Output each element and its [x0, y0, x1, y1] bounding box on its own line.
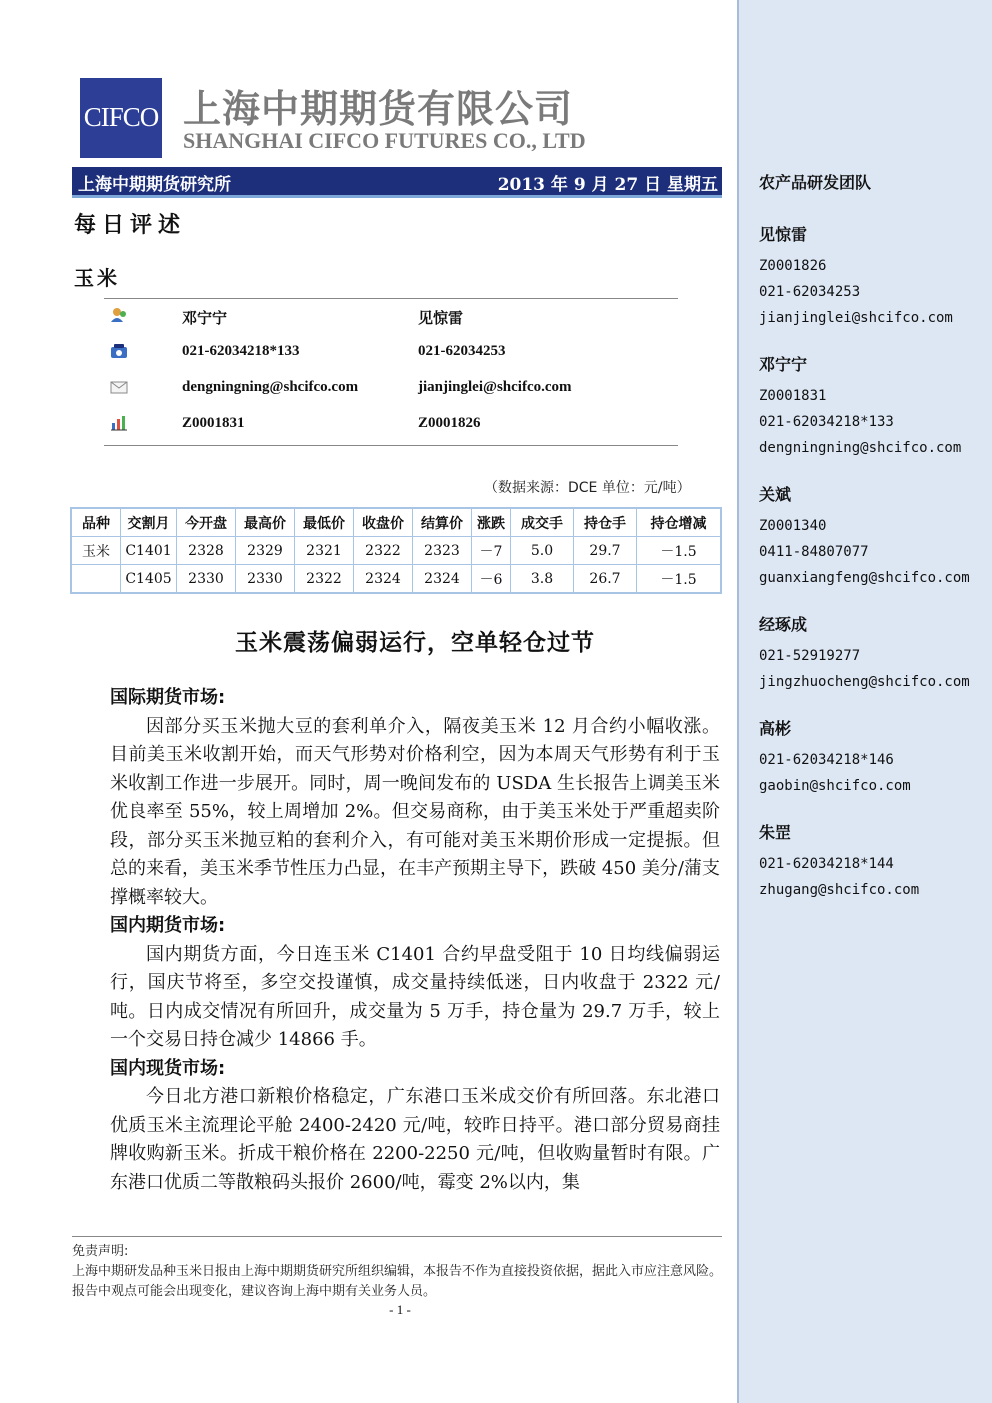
- analyst-name: 邓宁宁: [759, 355, 808, 374]
- analyst-email[interactable]: jianjinglei@shcifco.com: [759, 310, 953, 326]
- analyst-phone: 021-62034218*146: [759, 752, 894, 768]
- analyst-card: [759, 820, 919, 903]
- page-number: - 1 -: [389, 1302, 411, 1317]
- contact-row-license: [104, 411, 678, 441]
- article-body: [110, 684, 720, 1197]
- contact-license-b: Z0001826: [418, 415, 481, 431]
- analyst-phone: 021-62034218*133: [759, 414, 894, 430]
- analyst-email[interactable]: zhugang@shcifco.com: [759, 882, 920, 898]
- product-name: 玉米: [74, 266, 120, 290]
- table-cell: 5.0: [511, 537, 574, 565]
- table-cell: －1.5: [637, 537, 722, 565]
- analyst-phone: 021-62034218*144: [759, 856, 894, 872]
- logo-mark: CIFCO: [83, 102, 159, 132]
- section-heading: 国际期货市场:: [110, 687, 226, 708]
- contact-block: [104, 298, 678, 446]
- contact-phone-a: 021-62034218*133: [182, 343, 300, 359]
- article-title: 玉米震荡偏弱运行，空单轻仓过节: [235, 629, 595, 656]
- contact-email-b[interactable]: jianjinglei@shcifco.com: [418, 379, 572, 395]
- table-cell: 2322: [354, 537, 413, 565]
- table-cell: －6: [472, 565, 511, 594]
- analyst-name: 关斌: [759, 485, 792, 504]
- analyst-phone: 0411-84807077: [759, 544, 869, 560]
- table-cell: 2321: [295, 537, 354, 565]
- analyst-license: Z0001826: [759, 258, 827, 274]
- table-cell: －7: [472, 537, 511, 565]
- team-sidebar: [737, 0, 992, 1403]
- person-icon: [110, 307, 128, 323]
- section-paragraph: 因部分买玉米抛大豆的套利单介入，隔夜美玉米 12 月合约小幅收涨。目前美玉米收割开始，而天气形势对价格利空，因为本周天气形势有利于玉米收割工作进一步展开。同时，周一晚间发布的 USDA 生长报告上调美玉米优良率至 55%，较上周增加 2%。但交易商称，由于美玉米处于严重超卖阶段，部分买玉米抛豆粕的套利介入，有可能对美玉米期价形成一定提振。但总的来看，美玉米季节性压力凸显，在丰产预期主导下，跌破 450 美分/蒲支撑概率较大。: [110, 715, 720, 908]
- table-cell: －1.5: [637, 565, 722, 594]
- mail-icon: [110, 379, 128, 395]
- table-cell: [71, 565, 121, 594]
- table-cell: 玉米: [71, 537, 121, 565]
- disclaimer-title: 免责声明:: [72, 1244, 129, 1259]
- team-title: 农产品研发团队: [759, 173, 872, 192]
- table-cell: 2322: [295, 565, 354, 594]
- table-cell: 2323: [413, 537, 472, 565]
- analyst-email[interactable]: guanxiangfeng@shcifco.com: [759, 570, 970, 586]
- section-heading: 国内现货市场:: [110, 1057, 226, 1079]
- analyst-name: 朱罡: [759, 823, 792, 842]
- table-cell: 29.7: [574, 537, 637, 565]
- section-paragraph: 国内期货方面，今日连玉米 C1401 合约早盘受阻于 10 日均线偏弱运行，国庆节将至，多空交投谨慎，成交量持续低迷，日内收盘于 2322 元/吨。日内成交情况有所回升，成交量为 5 万手，持仓量为 29.7 万手，较上一个交易日持仓减少 14866 手。: [110, 943, 720, 1050]
- th-month: 交割月: [121, 508, 177, 537]
- analyst-license: Z0001340: [759, 518, 827, 534]
- analyst-license: Z0001831: [759, 388, 827, 404]
- analyst-email[interactable]: dengningning@shcifco.com: [759, 440, 962, 456]
- analyst-card: [759, 352, 961, 461]
- th-close: 收盘价: [354, 508, 413, 537]
- table-row: [71, 537, 721, 565]
- th-low: 最低价: [295, 508, 354, 537]
- analyst-card: [759, 222, 953, 331]
- table-cell: C1405: [121, 565, 177, 594]
- disclaimer: [72, 1242, 722, 1302]
- company-name-en: SHANGHAI CIFCO FUTURES CO., LTD: [183, 128, 586, 153]
- table-cell: 2328: [177, 537, 236, 565]
- section-title: 每日评述: [74, 212, 187, 238]
- th-open: 今开盘: [177, 508, 236, 537]
- analyst-card: [759, 612, 970, 695]
- analyst-card: [759, 482, 970, 591]
- table-cell: 3.8: [511, 565, 574, 594]
- report-header-bar: [72, 167, 722, 198]
- analyst-email[interactable]: gaobin@shcifco.com: [759, 778, 911, 794]
- institute-name: 上海中期期货研究所: [78, 175, 231, 195]
- contact-email-a[interactable]: dengningning@shcifco.com: [182, 379, 359, 395]
- phone-icon: [110, 343, 128, 359]
- th-change: 涨跌: [472, 508, 511, 537]
- data-source-note: （数据来源：DCE 单位：元/吨）: [484, 480, 691, 496]
- contact-row-email: [104, 375, 678, 405]
- contact-row-phone: [104, 339, 678, 369]
- contact-name-b: 见惊雷: [418, 311, 464, 327]
- company-name-cn: 上海中期期货有限公司: [183, 87, 574, 131]
- table-cell: 2330: [236, 565, 295, 594]
- analyst-phone: 021-52919277: [759, 648, 861, 664]
- contact-row-name: [104, 303, 678, 333]
- table-cell: 2324: [354, 565, 413, 594]
- footer-divider: [72, 1236, 722, 1237]
- disclaimer-text: 上海中期研发品种玉米日报由上海中期期货研究所组织编辑，本报告不作为直接投资依据，据此入市应注意风险。报告中观点可能会出现变化，建议咨询上海中期有关业务人员。: [72, 1264, 723, 1299]
- analyst-name: 高彬: [759, 719, 792, 738]
- analyst-name: 经琢成: [759, 615, 808, 634]
- th-high: 最高价: [236, 508, 295, 537]
- table-cell: 26.7: [574, 565, 637, 594]
- analyst-email[interactable]: jingzhuocheng@shcifco.com: [759, 674, 970, 690]
- company-logo: [80, 78, 162, 158]
- report-date: 2013 年 9 月 27 日 星期五: [497, 175, 718, 195]
- table-cell: 2330: [177, 565, 236, 594]
- th-oi-change: 持仓增减: [637, 508, 722, 537]
- contact-phone-b: 021-62034253: [418, 343, 506, 359]
- table-cell: C1401: [121, 537, 177, 565]
- table-row: [71, 565, 721, 594]
- section-paragraph: 今日北方港口新粮价格稳定，广东港口玉米成交价有所回落。东北港口优质玉米主流理论平舱 2400-2420 元/吨，较昨日持平。港口部分贸易商挂牌收购新玉米。折成干粮价格在 2200-2250 元/吨，但收购量暂时有限。广东港口优质二等散粮码头报价 2600/吨，霉变 2%以内，集: [110, 1086, 720, 1193]
- analyst-phone: 021-62034253: [759, 284, 861, 300]
- section-heading: 国内期货市场:: [110, 915, 226, 936]
- table-header-row: [71, 508, 721, 537]
- th-variety: 品种: [71, 508, 121, 537]
- table-cell: 2324: [413, 565, 472, 594]
- contact-license-a: Z0001831: [182, 415, 245, 431]
- th-settle: 结算价: [413, 508, 472, 537]
- chart-icon: [110, 415, 128, 431]
- analyst-name: 见惊雷: [759, 225, 808, 244]
- th-oi: 持仓手: [574, 508, 637, 537]
- th-volume: 成交手: [511, 508, 574, 537]
- analyst-card: [759, 716, 911, 799]
- market-data-table: [70, 507, 722, 594]
- table-cell: 2329: [236, 537, 295, 565]
- contact-name-a: 邓宁宁: [182, 311, 228, 327]
